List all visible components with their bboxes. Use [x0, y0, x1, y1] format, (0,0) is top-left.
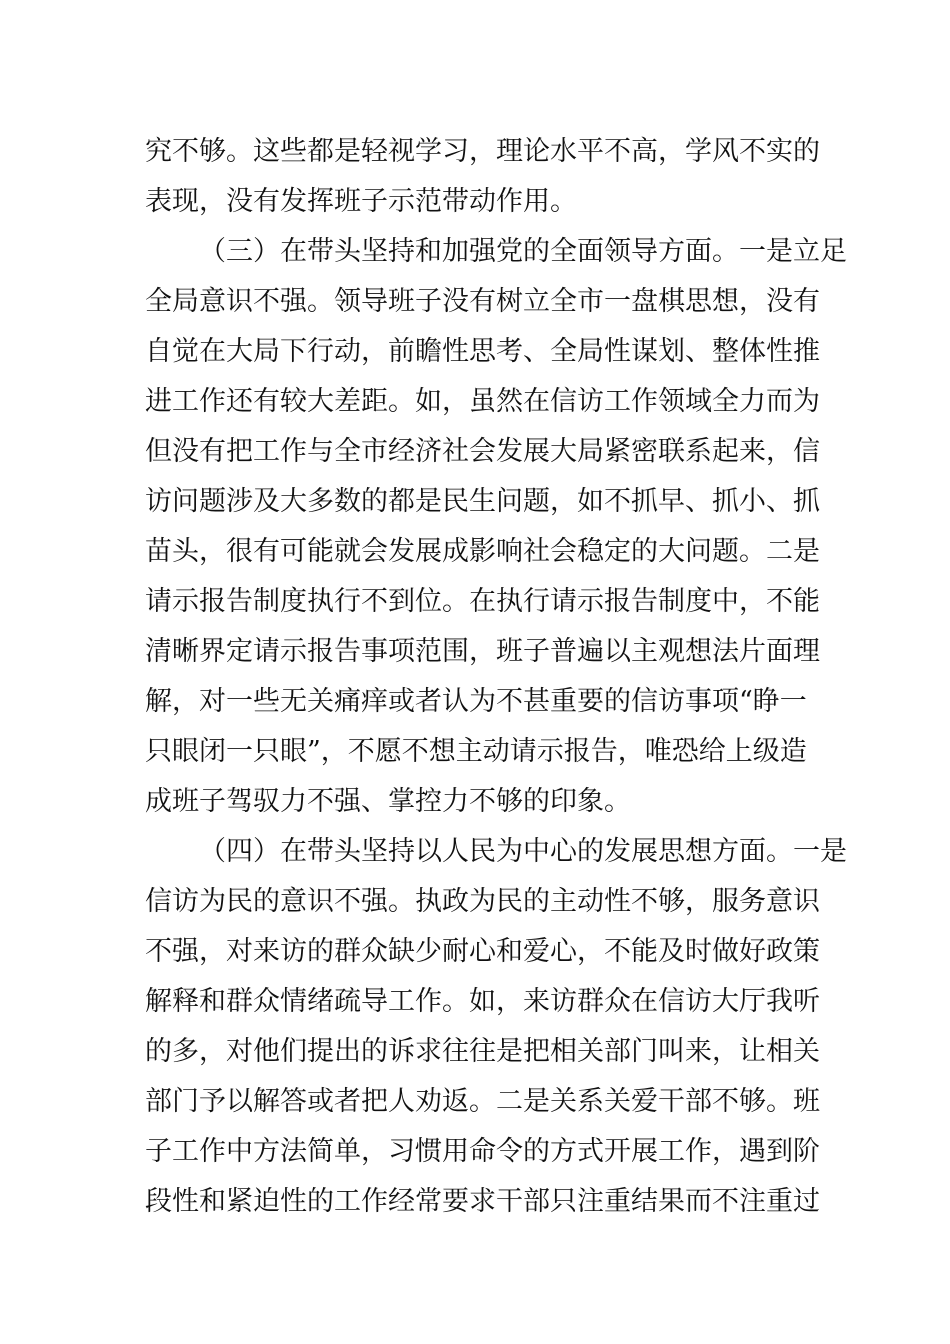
text-line: 解释和群众情绪疏导工作。如，来访群众在信访大厅我听 [145, 986, 820, 1017]
text-line: 访问题涉及大多数的都是民生问题，如不抓早、抓小、抓 [145, 486, 820, 517]
text-line: 请示报告制度执行不到位。在执行请示报告制度中，不能 [145, 586, 820, 617]
text-line: 不强，对来访的群众缺少耐心和爱心，不能及时做好政策 [145, 936, 820, 967]
text-line: 子工作中方法简单，习惯用命令的方式开展工作，遇到阶 [145, 1136, 820, 1167]
text-line: 表现，没有发挥班子示范带动作用。 [145, 186, 577, 217]
text-line: 全局意识不强。领导班子没有树立全市一盘棋思想，没有 [145, 286, 820, 317]
text-line: 只眼闭一只眼”，不愿不想主动请示报告，唯恐给上级造 [145, 736, 807, 767]
paragraph-start-line: （四）在带头坚持以人民为中心的发展思想方面。一是 [199, 836, 847, 867]
paragraph-start-line: （三）在带头坚持和加强党的全面领导方面。一是立足 [199, 236, 847, 267]
text-line: 苗头，很有可能就会发展成影响社会稳定的大问题。二是 [145, 536, 820, 567]
text-line: 进工作还有较大差距。如，虽然在信访工作领域全力而为 [145, 386, 820, 417]
text-line: 清晰界定请示报告事项范围，班子普遍以主观想法片面理 [145, 636, 820, 667]
text-line: 部门予以解答或者把人劝返。二是关系关爱干部不够。班 [145, 1086, 820, 1117]
text-line: 成班子驾驭力不强、掌控力不够的印象。 [145, 786, 631, 817]
text-line: 解，对一些无关痛痒或者认为不甚重要的信访事项“睁一 [145, 686, 807, 717]
text-line: 的多，对他们提出的诉求往往是把相关部门叫来，让相关 [145, 1036, 820, 1067]
text-line: 自觉在大局下行动，前瞻性思考、全局性谋划、整体性推 [145, 336, 820, 367]
text-line: 但没有把工作与全市经济社会发展大局紧密联系起来，信 [145, 436, 820, 467]
text-line: 段性和紧迫性的工作经常要求干部只注重结果而不注重过 [145, 1186, 820, 1217]
text-line: 信访为民的意识不强。执政为民的主动性不够，服务意识 [145, 886, 820, 917]
text-line: 究不够。这些都是轻视学习，理论水平不高，学风不实的 [145, 136, 820, 167]
